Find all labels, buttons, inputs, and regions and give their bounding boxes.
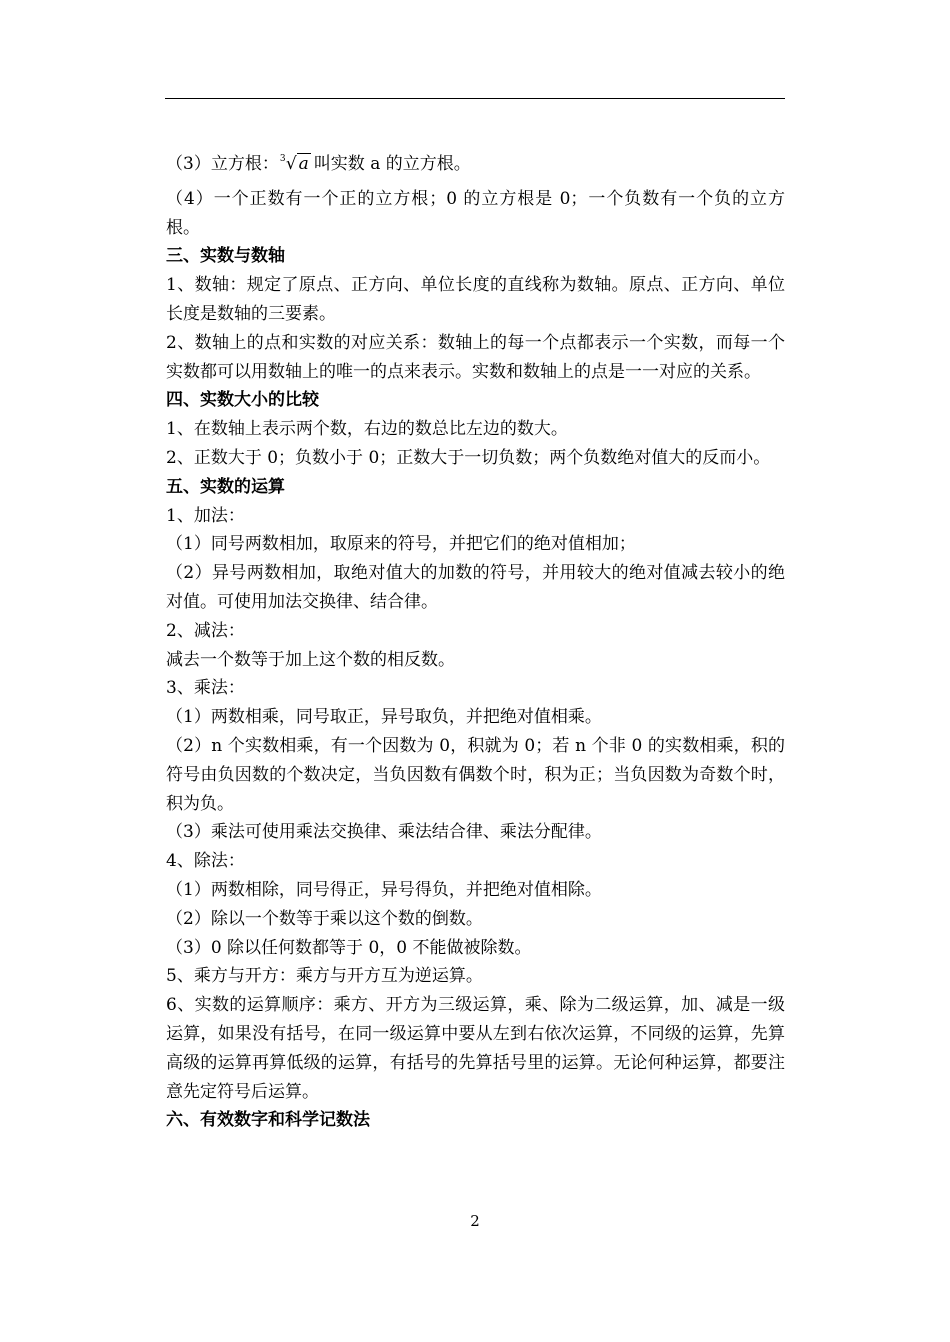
radicand: a (298, 154, 309, 174)
section-heading: 六、有效数字和科学记数法 (166, 1110, 370, 1131)
paragraph: 2、数轴上的点和实数的对应关系：数轴上的每一个点都表示一个实数，而每一个实数都可以用数轴上的唯一的点来表示。实数和数轴上的点是一一对应的关系。 (166, 332, 785, 382)
paragraph: （4）一个正数有一个正的立方根；0 的立方根是 0；一个负数有一个负的立方根。 (166, 188, 785, 238)
paragraph: （2）n 个实数相乘，有一个因数为 0，积就为 0；若 n 个非 0 的实数相乘，积的符号由负因数的个数决定，当负因数有偶数个时，积为正；当负因数为奇数个时，积为负。 (166, 735, 785, 814)
paragraph: （2）异号两数相加，取绝对值大的加数的符号，并用较大的绝对值减去较小的绝对值。可使用加法交换律、结合律。 (166, 563, 785, 612)
section-heading: 三、实数与数轴 (166, 246, 285, 267)
cube-root-definition (166, 150, 785, 179)
section-heading: 四、实数大小的比较 (166, 390, 319, 411)
radical-sign: √ (285, 154, 297, 174)
paragraph: （1）两数相除，同号得正，异号得负，并把绝对值相除。 (166, 879, 602, 900)
paragraph: （1）同号两数相加，取原来的符号，并把它们的绝对值相加； (166, 534, 636, 555)
paragraph: 3、乘法： (166, 678, 245, 699)
cube-root-suffix: 叫实数 a 的立方根。 (313, 154, 471, 174)
paragraph: 2、减法： (166, 620, 245, 641)
paragraph: 1、在数轴上表示两个数，右边的数总比左边的数大。 (166, 419, 568, 440)
paragraph: （2）除以一个数等于乘以这个数的倒数。 (166, 908, 483, 929)
cube-root-prefix: （3）立方根： (166, 154, 279, 174)
paragraph: 6、实数的运算顺序：乘方、开方为三级运算，乘、除为二级运算，加、减是一级运算，如果没有括号，在同一级运算中要从左到右依次运算，不同级的运算，先算高级的运算再算低级的运算，有括号的先算括号里的运算。无论何种运算，都要注意先定符号后运算。 (166, 995, 785, 1102)
paragraph: 5、乘方与开方：乘方与开方互为逆运算。 (166, 966, 483, 987)
paragraph: 1、数轴：规定了原点、正方向、单位长度的直线称为数轴。原点、正方向、单位长度是数轴的三要素。 (166, 275, 785, 324)
header-rule (165, 98, 785, 99)
root-index: 3 (279, 154, 286, 164)
cube-root-formula (279, 150, 311, 179)
paragraph: 4、除法： (166, 851, 245, 872)
paragraph: 1、加法： (166, 505, 245, 526)
paragraph: （3）0 除以任何数都等于 0，0 不能做被除数。 (166, 937, 532, 958)
page-number: 2 (470, 1212, 480, 1230)
section-heading: 五、实数的运算 (166, 476, 285, 497)
paragraph: 2、正数大于 0；负数小于 0；正数大于一切负数；两个负数绝对值大的反而小。 (166, 447, 771, 468)
paragraph: （3）乘法可使用乘法交换律、乘法结合律、乘法分配律。 (166, 822, 602, 843)
paragraph: （1）两数相乘，同号取正，异号取负，并把绝对值相乘。 (166, 707, 602, 728)
text-lines (166, 185, 785, 1135)
document-body (166, 150, 785, 1135)
paragraph: 减去一个数等于加上这个数的相反数。 (166, 649, 455, 670)
